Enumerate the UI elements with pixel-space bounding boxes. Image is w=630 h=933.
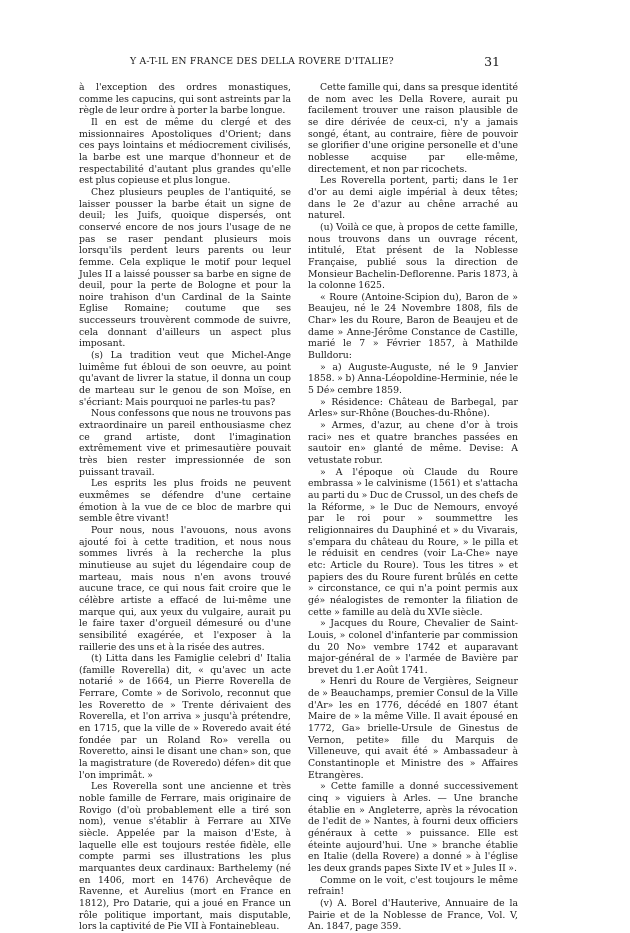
page-number: 31: [484, 54, 500, 69]
paragraph: Pour nous, nous l'avouons, nous avons ajouté foi à cette tradition, et nous nous sommes livrés à la recherche la plus minutieuse au sujet du légendaire coup de marteau, mais nous n'en avons trouvé aucune trace, ce qui nous fait croire que le célèbre artiste a effacé de lui-même une marque qui, aux yeux du vulgaire, aurait pu le faire taxer d'orgueil démesuré ou d'une sensibilité exagérée, et l'exposer à la raillerie des uns et à la risée des autres.: [79, 524, 291, 653]
quotation: « Roure (Antoine-Scipion du), Baron de » Beaujeu, né le 24 Novembre 1808, fils de Char» les du Roure, Baron de Beaujeu et de dame » Anne-Jérôme Constance de Castille, marié le 7 » Février 1857, à Mathilde Bulldoru:: [308, 291, 518, 362]
page-header: [120, 54, 500, 74]
paragraph: Nous confessons que nous ne trouvons pas extraordinaire un pareil enthousiasme chez ce grand artiste, dont l'imagination extrêmement vive et primesautière pouvait très bien rester impressionnée de son puissant travail.: [79, 408, 291, 478]
left-column: [79, 82, 291, 933]
running-title: Y A-T-IL EN FRANCE DES DELLA ROVERE D'ITALIE?: [130, 56, 394, 67]
footnote-v: (v) A. Borel d'Hauterive, Annuaire de la Pairie et de la Noblesse de France, Vol. V, An. 1847, page 359.: [308, 897, 518, 933]
footnote-t: (t) Litta dans les Famiglie celebri d' Italia (famille Roverella) dit, « qu'avec un acte notarié » de 1664, un Pierre Roverella de Ferrare, Comte » de Sorivolo, reconnut que les Roveretto de » Trente dérivaient des Roverella, et l'on arriva » jusqu'à prétendre, en 1715, que la ville de » Roveredo avait été fondée par un Roland Ro» verella ou Roveretto, ainsi le disant une chan» son, que la magistrature (de Roveredo) défen» dit que l'on imprimât. »: [79, 653, 291, 781]
paragraph: Les esprits les plus froids ne peuvent euxmêmes se défendre d'une certaine émotion à la vue de ce bloc de marbre qui semble être vivant!: [79, 478, 291, 525]
right-column: [308, 82, 518, 933]
footnote-u: (u) Voilà ce que, à propos de cette famille, nous trouvons dans un ouvrage récent, intitulé, Etat présent de la Noblesse Française, publié sous la direction de Monsieur Bachelin-Deflorenne. Paris 1873, à la colonne 1625.: [308, 221, 518, 292]
quotation: » Cette famille a donné successivement cinq » viguiers à Arles. — Une branche établie en » Angleterre, après la révocation de l'edit de » Nantes, à fourni deux officiers généraux à cette » puissance. Elle est éteinte aujourd'hui. Une » branche établie en Italie (della Rovere) a donné » à l'église les deux grands papes Sixte IV et » Jules II ».: [308, 781, 518, 874]
quotation: » Henri du Roure de Vergières, Seigneur de » Beauchamps, premier Consul de la Ville d'Ar» les en 1776, décédé en 1807 étant Maire de » la même Ville. Il avait épousé en 1772, Ga» brielle-Ursule de Ginestus de Vernon, petite» fille du Marquis de Villeneuve, qui avait été » Ambassadeur à Constantinople et Ministre des » Affaires Etrangères.: [308, 676, 518, 781]
quotation: » Armes, d'azur, au chene d'or à trois raci» nes et quatre branches passées en sautoir en» glanté de même. Devise: A vetustate robur.: [308, 420, 518, 466]
quotation: » Résidence: Château de Barbegal, par Arles» sur-Rhône (Bouches-du-Rhône).: [308, 396, 518, 420]
paragraph: Les Roverella sont une ancienne et très noble famille de Ferrare, mais originaire de Rovigo (d'où probablement elle a tiré son nom), venue s'établir à Ferrare au XIVe siècle. Appelée par la maison d'Este, à laquelle elle est toujours restée fidèle, elle compte parmi ses illustrations les plus marquantes deux cardinaux: Barthelemy (né en 1406, mort en 1476) Archevêque de Ravenne, et Aurelius (mort en France en 1812), Pro Datarie, qui a joué en France un rôle politique important, mais disputable, lors la captivité de Pie VII à Fontainebleau.: [79, 781, 291, 933]
quotation: » A l'époque où Claude du Roure embrassa » le calvinisme (1561) et s'attacha au parti du » Duc de Crussol, un des chefs de la Réforme, » le Duc de Nemours, envoyé par le roi pour » soummettre les religionnaires du Dauphiné et » du Vivarais, s'empara du château du Roure, » le pilla et le réduisit en cendres (voir La-Che» naye etc: Article du Roure). Tous les titres » et papiers des du Roure furent brûlés en cette » circonstance, ce qui n'a point permis aux gé» néalogistes de remonter la filiation de cette » famille au delà du XVIe siècle.: [308, 466, 518, 618]
paragraph: Les Roverella portent, parti; dans le 1er d'or au demi aigle impérial à deux têtes; dans le 2e d'azur au chêne arraché au naturel.: [308, 175, 518, 222]
paragraph: Il en est de même du clergé et des missionnaires Apostoliques d'Orient; dans ces pays lointains et médiocrement civilisés, la barbe est une marque d'honneur et de respectabilité d'autant plus grandes qu'elle est plus copieuse et plus longue.: [79, 116, 291, 187]
paragraph: Chez plusieurs peuples de l'antiquité, se laisser pousser la barbe était un signe de deuil; les Juifs, quoique dispersés, ont conservé encore de nos jours l'usage de ne pas se raser pendant plusieurs mois lorsqu'ils perdent leurs parents ou leur femme. Cela explique le motif pour lequel Jules II a laissé pousser sa barbe en signe de deuil, pour la perte de Bologne et pour la noire trahison d'un Cardinal de la Sainte Eglise Romaine; coutume que ses successeurs trouvèrent commode de suivre, cela donnant d'ailleurs un aspect plus imposant.: [79, 186, 291, 350]
quotation: » Jacques du Roure, Chevalier de Saint-Louis, » colonel d'infanterie par commission du 20 No» vembre 1742 et auparavant major-général de » l'armée de Bavière par brevet du 1.er Août 1741.: [308, 618, 518, 676]
quotation: » a) Auguste-Auguste, né le 9 Janvier 1858. » b) Anna-Léopoldine-Herminie, née le 5 Dé» cembre 1859.: [308, 361, 518, 397]
paragraph: Comme on le voit, c'est toujours le même refrain!: [308, 874, 518, 898]
paragraph: à l'exception des ordres monastiques, comme les capucins, qui sont astreints par la règle de leur ordre à porter la barbe longue.: [79, 82, 291, 117]
paragraph: Cette famille qui, dans sa presque identité de nom avec les Della Rovere, aurait pu facilement trouver une raison plausible de se dire dérivée de ceux-ci, n'y a jamais songé, étant, au contraire, fière de pouvoir se glorifier d'une origine personelle et d'une noblesse acquise par elle-même, directement, et non par ricochets.: [308, 82, 518, 175]
footnote-s: (s) La tradition veut que Michel-Ange luimême fut ébloui de son oeuvre, au point qu'avant de livrer la statue, il donna un coup de marteau sur le genou de son Moïse, en s'écriant: Mais pourquoi ne parles-tu pas?: [79, 350, 291, 408]
